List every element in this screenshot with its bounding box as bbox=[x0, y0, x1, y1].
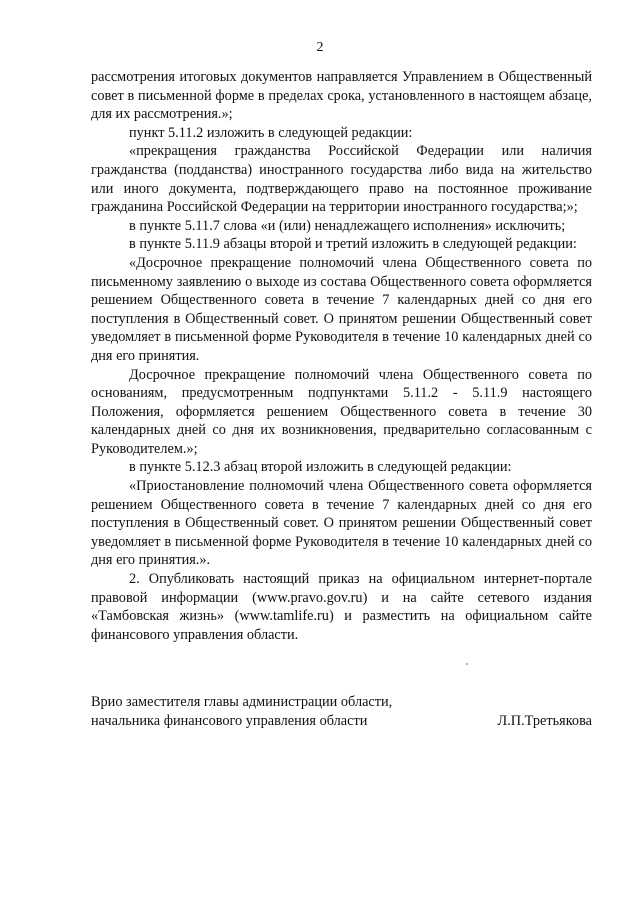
signatory-position-line-1: Врио заместителя главы администрации области, bbox=[91, 694, 393, 710]
paragraph-10: 2. Опубликовать настоящий приказ на официальном интернет-портале правовой информации (www.pravo.gov.ru) и на сайте сетевого издания «Тамбовская жизнь» (www.tamlife.ru) и разместить на официальном сайте финансового управления области. bbox=[91, 571, 592, 643]
page-number: 2 bbox=[316, 40, 324, 55]
signature-block bbox=[91, 693, 592, 730]
paragraph-9: «Приостановление полномочий члена Общественного совета оформляется решением Общественного совета в течение 7 календарных дней со дня его поступления в Общественный совет. О принятом решении Общественный совет уведомляет в письменной форме Руководителя в течение 10 календарных дней со дня его принятия.». bbox=[91, 478, 592, 569]
signatory-name: Л.П.Третьякова bbox=[497, 712, 592, 729]
paragraph-3: «прекращения гражданства Российской Федерации или наличия гражданства (подданства) иностранного государства либо вида на жительство или иного документа, подтверждающего право на постоянное проживание гражданина Российской Федерации на территории иностранного государства;»; bbox=[91, 143, 592, 216]
paragraph-7: Досрочное прекращение полномочий члена Общественного совета по основаниям, предусмотренным подпунктами 5.11.2 - 5.11.9 настоящего Положения, оформляется решением Общественного совета в течение 30 календарных дней со дня их возникновения, предварительно согласованным с Руководителем.»; bbox=[91, 366, 592, 457]
scan-speck bbox=[466, 663, 468, 665]
paragraph-4: в пункте 5.11.7 слова «и (или) ненадлежащего исполнения» исключить; bbox=[129, 217, 566, 234]
document-body bbox=[91, 68, 592, 644]
paragraph-1: рассмотрения итоговых документов направляется Управлением в Общественный совет в письменной форме в пределах срока, установленного в настоящем абзаце, для их рассмотрения.»; bbox=[91, 69, 592, 123]
paragraph-2: пункт 5.11.2 изложить в следующей редакции: bbox=[129, 124, 413, 141]
paragraph-5: в пункте 5.11.9 абзацы второй и третий изложить в следующей редакции: bbox=[129, 236, 577, 253]
paragraph-8: в пункте 5.12.3 абзац второй изложить в следующей редакции: bbox=[129, 459, 512, 476]
signatory-position-line-2: начальника финансового управления области bbox=[91, 712, 368, 729]
paragraph-6: «Досрочное прекращение полномочий члена Общественного совета по письменному заявлению о выходе из состава Общественного совета оформляется решением Общественного совета в течение 7 календарных дней со дня его поступления в Общественный совет. О принятом решении Общественный совет уведомляет в письменной форме Руководителя в течение 10 календарных дней со дня его принятия. bbox=[91, 254, 592, 364]
